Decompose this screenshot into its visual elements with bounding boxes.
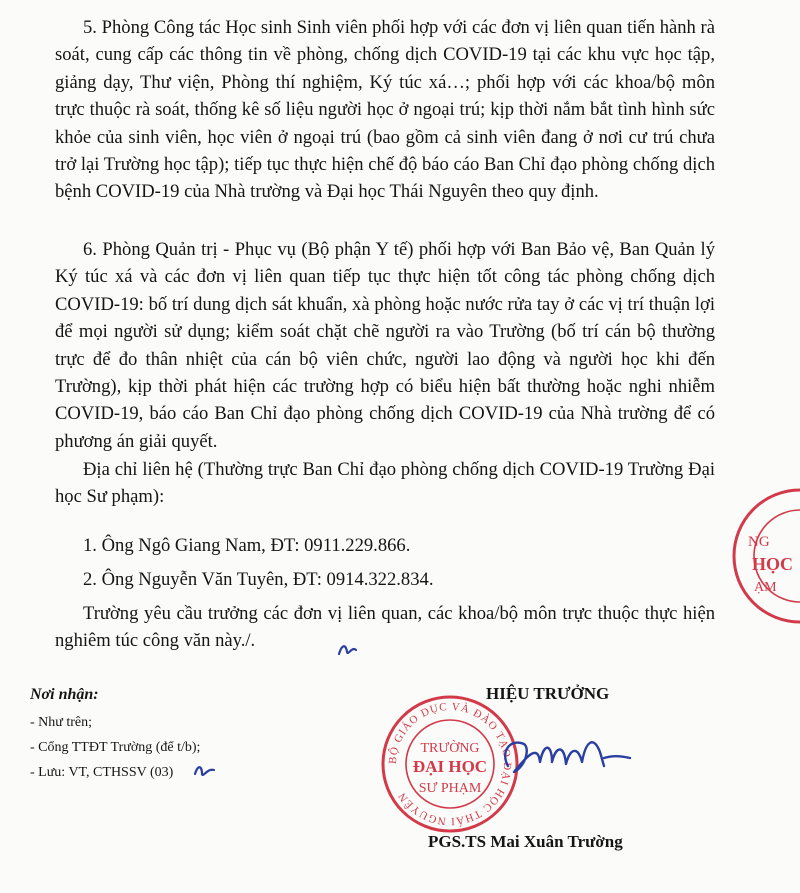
recipient-item: - Lưu: VT, CTHSSV (03) xyxy=(30,765,174,780)
signature-title: HIỆU TRƯỞNG xyxy=(486,684,610,703)
svg-text:HỌC: HỌC xyxy=(752,554,794,574)
initial-mark-icon xyxy=(192,760,220,782)
signatory-name: PGS.TS Mai Xuân Trường xyxy=(428,832,623,851)
svg-text:BỘ GIÁO DỤC VÀ ĐÀO TẠO ĐẠI HỌC: BỘ GIÁO DỤC VÀ ĐÀO TẠO ĐẠI HỌC THÁI NGUYÊN xyxy=(386,700,514,828)
svg-text:TRƯỜNG: TRƯỜNG xyxy=(420,741,480,756)
svg-text:ĐẠI HỌC: ĐẠI HỌC xyxy=(412,757,488,776)
paragraph-6: 6. Phòng Quản trị - Phục vụ (Bộ phận Y tế) phối hợp với Ban Bảo vệ, Ban Quản lý Ký túc xá và các đơn vị liên quan tiếp tục thực hiện tốt công tác phòng chống dịch COVID-19: bố trí dung dịch sát khuẩn, xà phòng hoặc nước rửa tay ở các vị trí thuận lợi để mọi người sử dụng; kiểm soát chặt chẽ người ra vào Trường (bố trí cán bộ thường trực để đo thân nhiệt của cán bộ viên chức, người lao động và người học khi đến Trường), kịp thời phát hiện các trường hợp có biểu hiện bất thường hoặc nghi nhiễm COVID-19, báo cáo Ban Chỉ đạo phòng chống dịch COVID-19 của Nhà trường để có phương án giải quyết. xyxy=(55,239,715,452)
recipients-title: Nơi nhận: xyxy=(30,686,99,703)
closing-paragraph: Trường yêu cầu trưởng các đơn vị liên quan, các khoa/bộ môn trực thuộc thực hiện nghiêm túc công văn này./. xyxy=(55,603,715,652)
partial-seal-icon xyxy=(690,486,800,626)
recipient-item: - Cổng TTĐT Trường (để t/b); xyxy=(30,740,201,755)
recipient-item: - Như trên; xyxy=(30,715,93,730)
initial-mark-icon xyxy=(336,636,360,660)
handwritten-signature xyxy=(490,722,640,792)
paragraph-5: 5. Phòng Công tác Học sinh Sinh viên phối hợp với các đơn vị liên quan tiến hành rà soát, cung cấp các thông tin về phòng, chống dịch COVID-19 tại các khu vực học tập, giảng dạy, Thư viện, Phòng thí nghiệm, Ký túc xá…; phối hợp với các khoa/bộ môn trực thuộc rà soát, thống kê số liệu người học ở ngoại trú; kịp thời nắm bắt tình hình sức khỏe của sinh viên, học viên ở ngoại trú (bao gồm cả sinh viên đang ở nơi cư trú chưa trở lại Trường học tập); tiếp tục thực hiện chế độ báo cáo Ban Chỉ đạo phòng chống dịch bệnh COVID-19 của Nhà trường và Đại học Thái Nguyên theo quy định. xyxy=(55,17,715,203)
svg-text:ẠM: ẠM xyxy=(754,580,777,595)
contact-1: 1. Ông Ngô Giang Nam, ĐT: 0911.229.866. xyxy=(83,535,411,556)
svg-text:NG: NG xyxy=(748,534,770,550)
contact-2: 2. Ông Nguyễn Văn Tuyên, ĐT: 0914.322.834. xyxy=(83,569,434,590)
svg-text:SƯ PHẠM: SƯ PHẠM xyxy=(418,781,482,796)
contact-intro: Địa chỉ liên hệ (Thường trực Ban Chỉ đạo phòng chống dịch COVID-19 Trường Đại học Sư phạm): xyxy=(55,459,715,508)
